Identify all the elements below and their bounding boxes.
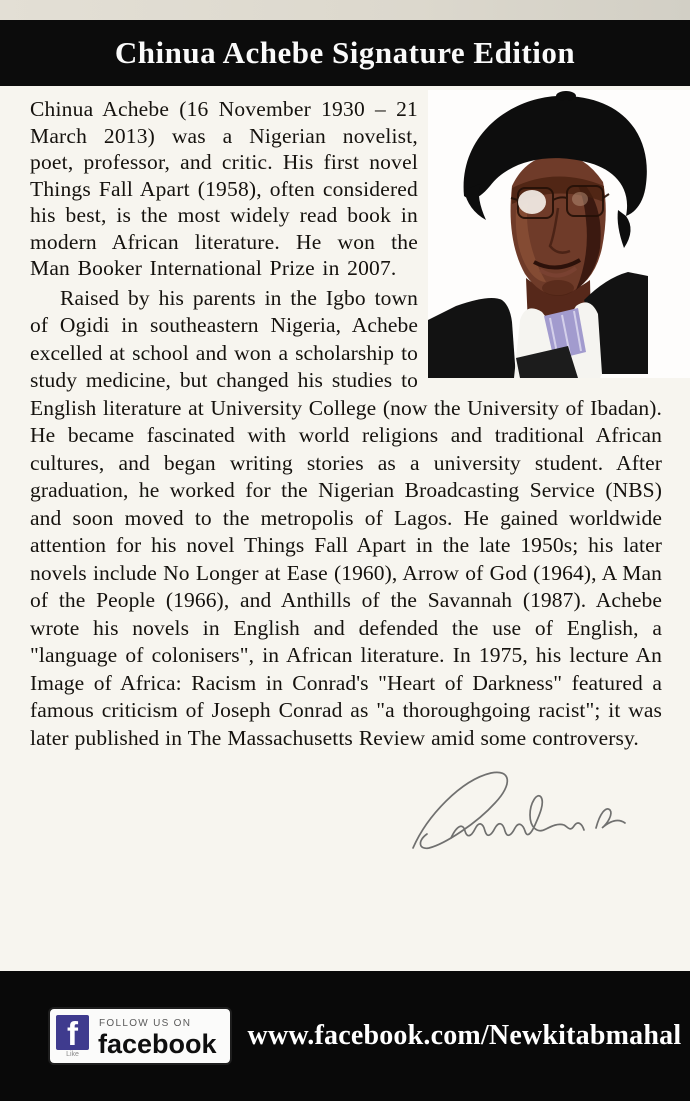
edition-banner: [0, 20, 690, 86]
bio-paragraph-1: Chinua Achebe (16 November 1930 – 21 March 2013) was a Nigerian novelist, poet, professor, and critic. His first novel Things Fall Apart (1958), often considered his best, is the most widely read book in modern African literature. He won the Man Booker International Prize in 2007.: [30, 97, 418, 280]
facebook-f-icon: f: [56, 1015, 89, 1050]
facebook-badge-text: [98, 1016, 217, 1057]
facebook-url: www.facebook.com/Newkitabmahal: [247, 1020, 682, 1051]
facebook-follow-badge: [48, 1007, 232, 1065]
signature-illustration: [399, 762, 634, 870]
bio-paragraph-2: Raised by his parents in the Igbo town of Ogidi in southeastern Nigeria, Achebe excelled at school and won a scholarship to study medicine, but changed his studies to English literature at University College (now the University of Ibadan). He became fascinated with world religions and traditional African cultures, and began writing stories as a university student. After graduation, he worked for the Nigerian Broadcasting Service (NBS) and soon moved to the metropolis of Lagos. He gained worldwide attention for his novel Things Fall Apart in the late 1950s; his later novels include No Longer at Ease (1960), Arrow of God (1964), A Man of the People (1966), and Anthills of the Savannah (1987). Achebe wrote his novels in English and defended the use of English, a "language of colonisers", in African literature. In 1975, his lecture An Image of Africa: Racism in Conrad's "Heart of Darkness" featured a famous criticism of Joseph Conrad as "a thoroughgoing racist"; it was later published in The Massachusetts Review amid some controversy.: [30, 285, 662, 750]
top-edge-strip: [0, 0, 690, 20]
facebook-logo-column: [56, 1015, 89, 1058]
edition-title: Chinua Achebe Signature Edition: [114, 35, 576, 70]
facebook-like-label: Like: [66, 1050, 79, 1058]
facebook-wordmark: facebook: [98, 1028, 217, 1059]
footer-bar: [0, 971, 690, 1101]
author-photo: [428, 90, 690, 378]
biography-section: [0, 86, 690, 870]
author-portrait-illustration: [428, 90, 690, 378]
author-signature: [30, 752, 662, 870]
follow-us-label: FOLLOW US ON: [99, 1017, 192, 1029]
